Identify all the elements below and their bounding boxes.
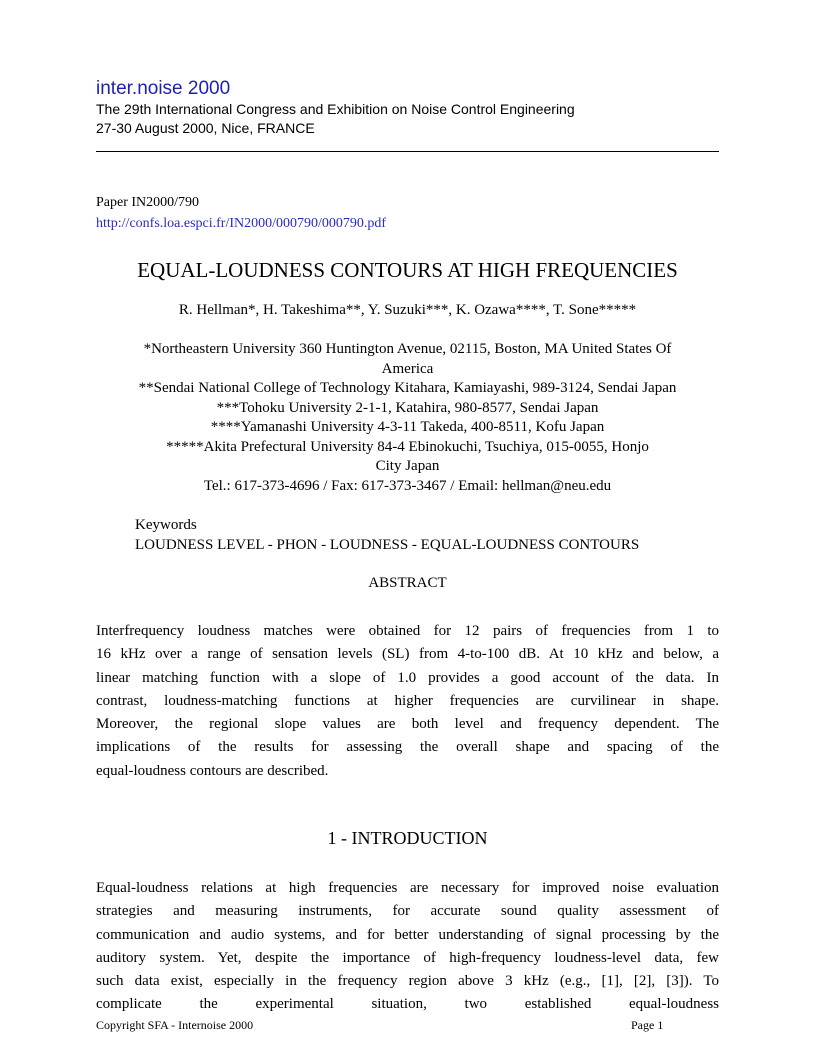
affiliation-line: City Japan: [375, 458, 440, 474]
affiliation-line: ****Yamanashi University 4-3-11 Takeda, 400-8511, Kofu Japan: [210, 419, 605, 435]
affiliation-line: ***Tohoku University 2-1-1, Katahira, 980-8577, Sendai Japan: [216, 399, 599, 416]
introduction-line: communication and audio systems, and for better understanding of signal processing by the: [96, 926, 719, 943]
introduction-line: complicate the experimental situation, two established equal-loudness: [96, 996, 719, 1013]
abstract-body: [96, 620, 719, 783]
conference-subtitle: The 29th International Congress and Exhibition on Noise Control Engineering: [96, 101, 575, 117]
keywords-heading: Keywords: [135, 517, 197, 533]
introduction-line: Equal-loudness relations at high frequencies are necessary for improved noise evaluation: [96, 880, 719, 896]
page-number: Page 1: [631, 1018, 664, 1032]
abstract-line: Interfrequency loudness matches were obtained for 12 pairs of frequencies from 1 to: [96, 623, 719, 639]
abstract-line: contrast, loudness-matching functions at higher frequencies are curvilinear in shape.: [96, 692, 719, 709]
contact-line: Tel.: 617-373-4696 / Fax: 617-373-3467 / Email: hellman@neu.edu: [203, 477, 612, 494]
paper-id: Paper IN2000/790: [96, 195, 200, 210]
abstract-line: Moreover, the regional slope values are both level and frequency dependent. The: [96, 716, 719, 733]
abstract-line: 16 kHz over a range of sensation levels (SL) from 4-to-100 dB. At 10 kHz and below, a: [96, 646, 719, 663]
footer-copyright: Copyright SFA - Internoise 2000: [96, 1018, 254, 1032]
introduction-line: such data exist, especially in the frequency region above 3 kHz (e.g., [1], [2], [3]). To: [96, 973, 719, 990]
affiliations: [96, 340, 719, 496]
header-rule: [96, 151, 719, 152]
affiliation-line: America: [381, 360, 434, 377]
introduction-body: [96, 877, 719, 1017]
paper-title: EQUAL-LOUDNESS CONTOURS AT HIGH FREQUENCIES: [137, 258, 678, 282]
section-heading-introduction: 1 - INTRODUCTION: [327, 828, 488, 848]
author-list: R. Hellman*, H. Takeshima**, Y. Suzuki***, K. Ozawa****, T. Sone*****: [178, 302, 637, 318]
abstract-line: linear matching function with a slope of 1.0 provides a good account of the data. In: [96, 669, 719, 686]
affiliation-line: *Northeastern University 360 Huntington Avenue, 02115, Boston, MA United States Of: [143, 341, 672, 357]
paper-url-link[interactable]: http://confs.loa.espci.fr/IN2000/000790/000790.pdf: [96, 216, 387, 231]
abstract-line: implications of the results for assessing the overall shape and spacing of the: [96, 739, 719, 756]
affiliation-line: *****Akita Prefectural University 84-4 Ebinokuchi, Tsuchiya, 015-0055, Honjo: [166, 438, 649, 455]
conference-dates: 27-30 August 2000, Nice, FRANCE: [96, 120, 315, 136]
introduction-line: strategies and measuring instruments, for accurate sound quality assessment of: [96, 903, 719, 920]
abstract-heading: ABSTRACT: [368, 575, 447, 591]
abstract-line: equal-loudness contours are described.: [96, 762, 329, 779]
introduction-line: auditory system. Yet, despite the importance of high-frequency loudness-level data, few: [96, 949, 719, 966]
affiliation-line: **Sendai National College of Technology Kitahara, Kamiayashi, 989-3124, Sendai Japan: [138, 380, 677, 396]
conference-header: [96, 78, 726, 138]
conference-name: inter.noise 2000: [96, 78, 231, 99]
keywords-text: LOUDNESS LEVEL - PHON - LOUDNESS - EQUAL-LOUDNESS CONTOURS: [135, 537, 640, 553]
